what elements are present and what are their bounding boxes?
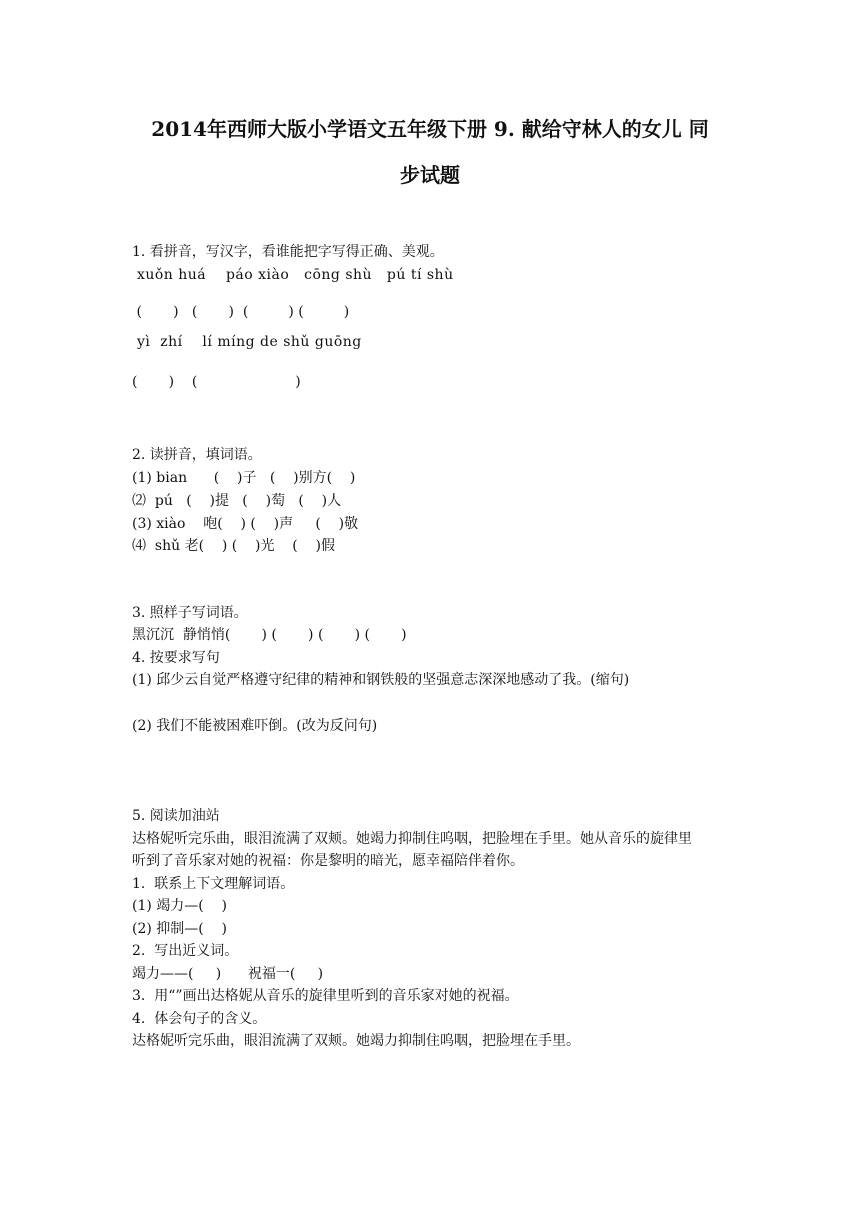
q1-pinyin-row-1: xuǒn huá páo xiào cōng shù pú tí shù bbox=[132, 267, 454, 283]
q1-prompt: 1. 看拼音，写汉字，看谁能把字写得正确、美观。 bbox=[132, 244, 444, 260]
q2-line: (3) xiào 咆( ) ( )声 ( )敬 bbox=[132, 516, 359, 532]
document-title-line-1: 2014年西师大版小学语文五年级下册 9. 献给守林人的女儿 同 bbox=[151, 117, 709, 141]
q3-example: 黑沉沉 静悄悄( ) ( ) ( ) ( ) bbox=[132, 627, 407, 643]
document-title-line-2: 步试题 bbox=[400, 163, 460, 187]
q1-blank-row-1: ( ) ( ) ( ) ( ) bbox=[132, 304, 350, 320]
q5-sub-1-item-2: (2) 抑制—( ) bbox=[132, 921, 228, 937]
q5-sub-4: 4. 体会句子的含义。 bbox=[132, 1011, 267, 1027]
q1-pinyin-row-2: yì zhí lí míng de shǔ guōng bbox=[132, 334, 362, 350]
q4-item-1: (1) 邱少云自觉严格遵守纪律的精神和钢铁般的坚强意志深深地感动了我。(缩句) bbox=[132, 672, 630, 688]
q2-line: (1) bian ( )子 ( )别方( ) bbox=[132, 470, 356, 486]
q5-sub-1: 1. 联系上下文理解词语。 bbox=[132, 876, 295, 892]
q5-sub-1-item-1: (1) 竭力—( ) bbox=[132, 898, 228, 914]
q5-sub-2: 2. 写出近义词。 bbox=[132, 943, 239, 959]
q2-prompt: 2. 读拼音，填词语。 bbox=[132, 447, 262, 463]
q3-prompt: 3. 照样子写词语。 bbox=[132, 605, 248, 621]
q4-item-2: (2) 我们不能被困难吓倒。(改为反问句) bbox=[132, 718, 378, 734]
q4-prompt: 4. 按要求写句 bbox=[132, 650, 220, 666]
q5-sub-3: 3. 用“”画出达格妮从音乐的旋律里听到的音乐家对她的祝福。 bbox=[132, 988, 519, 1004]
q5-final-line: 达格妮听完乐曲，眼泪流满了双颊。她竭力抑制住呜咽，把脸埋在手里。 bbox=[132, 1033, 580, 1049]
q5-passage-line-2: 听到了音乐家对她的祝福：你是黎明的暗光，愿幸福陪伴着你。 bbox=[132, 853, 524, 869]
q5-sub-2-line: 竭力——( ) 祝福一( ) bbox=[132, 966, 324, 982]
q2-line: ⑷ shǔ 老( ) ( )光 ( )假 bbox=[132, 538, 335, 554]
q2-line: ⑵ pú ( )提 ( )萄 ( )人 bbox=[132, 493, 342, 509]
q1-blank-row-2: ( ) ( ) bbox=[132, 374, 301, 390]
q5-passage-line-1: 达格妮听完乐曲，眼泪流满了双颊。她竭力抑制住呜咽，把脸埋在手里。她从音乐的旋律里 bbox=[132, 831, 692, 847]
q5-prompt: 5. 阅读加油站 bbox=[132, 808, 220, 824]
